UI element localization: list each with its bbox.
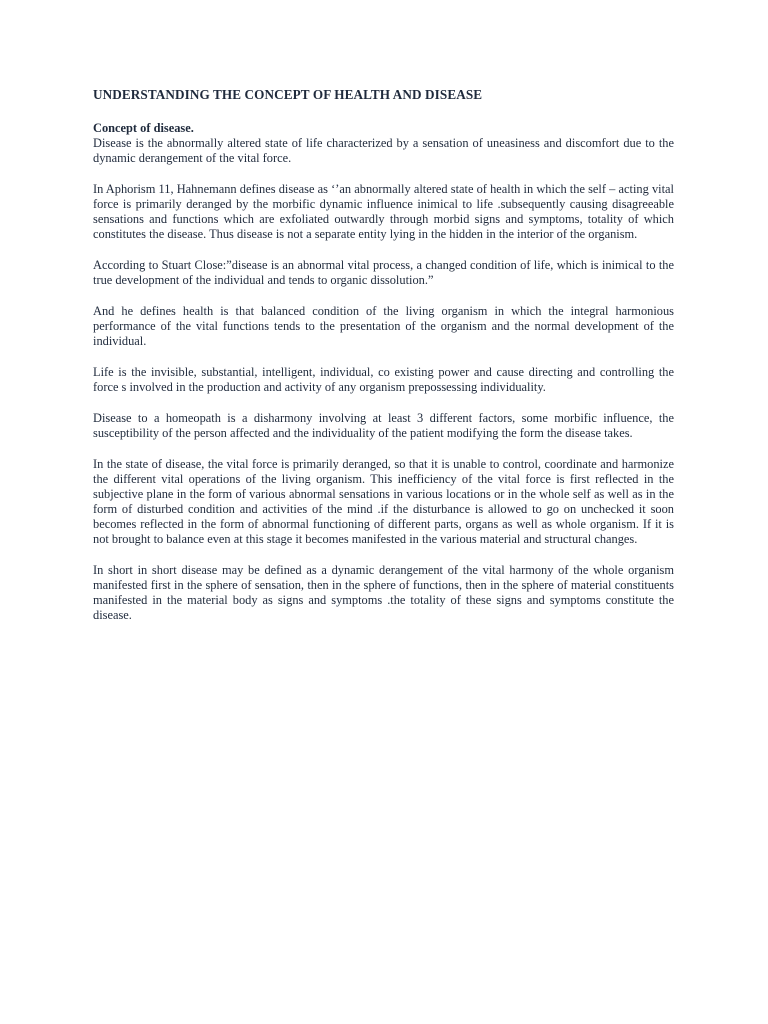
paragraph-stuart-close: According to Stuart Close:”disease is an abnormal vital process, a changed condition of life, which is inimical to the true development of the individual and tends to organic dissolution.” [93,258,674,287]
document-title: UNDERSTANDING THE CONCEPT OF HEALTH AND DISEASE [93,87,483,102]
paragraph-homeopath-view: Disease to a homeopath is a disharmony involving at least 3 different factors, some morbific influence, the susceptibility of the person affected and the individuality of the patient modifying the form the disease takes. [93,411,674,440]
paragraph-life-definition: Life is the invisible, substantial, intelligent, individual, co existing power and cause directing and controlling the force s involved in the production and activity of any organism prepossessing individuality. [93,365,674,394]
paragraph-aphorism-11: In Aphorism 11, Hahnemann defines disease as ‘’an abnormally altered state of health in which the self – acting vital force is primarily deranged by the morbific dynamic influence inimical to life .subsequently causing disagreeable sensations and functions which are exfoliated outwardly through morbid signs and symptoms, totality of which constitutes the disease. Thus disease is not a separate entity lying in the hidden in the interior of the organism. [93,182,674,241]
paragraph-state-of-disease: In the state of disease, the vital force is primarily deranged, so that it is unable to control, coordinate and harmonize the different vital operations of the living organism. This inefficiency of the vital force is first reflected in the subjective plane in the form of various abnormal sensations in various locations or in the whole self as well as in the form of disturbed condition and activities of the mind .if the disturbance is allowed to go on unchecked it soon becomes reflected in the form of abnormal functioning of different parts, organs as well as whole organism. If it is not brought to balance even at this stage it becomes manifested in the various material and structural changes. [93,457,674,546]
document-body [93,87,674,639]
paragraph-definition: Disease is the abnormally altered state of life characterized by a sensation of uneasiness and discomfort due to the dynamic derangement of the vital force. [93,136,674,165]
paragraph-health-definition: And he defines health is that balanced condition of the living organism in which the integral harmonious performance of the vital functions tends to the presentation of the organism and the normal development of the individual. [93,304,674,348]
paragraph-summary: In short in short disease may be defined as a dynamic derangement of the vital harmony of the whole organism manifested first in the sphere of sensation, then in the sphere of functions, then in the sphere of material constituents manifested in the material body as signs and symptoms .the totality of these signs and symptoms constitute the disease. [93,563,674,622]
section-heading: Concept of disease. [93,121,194,135]
